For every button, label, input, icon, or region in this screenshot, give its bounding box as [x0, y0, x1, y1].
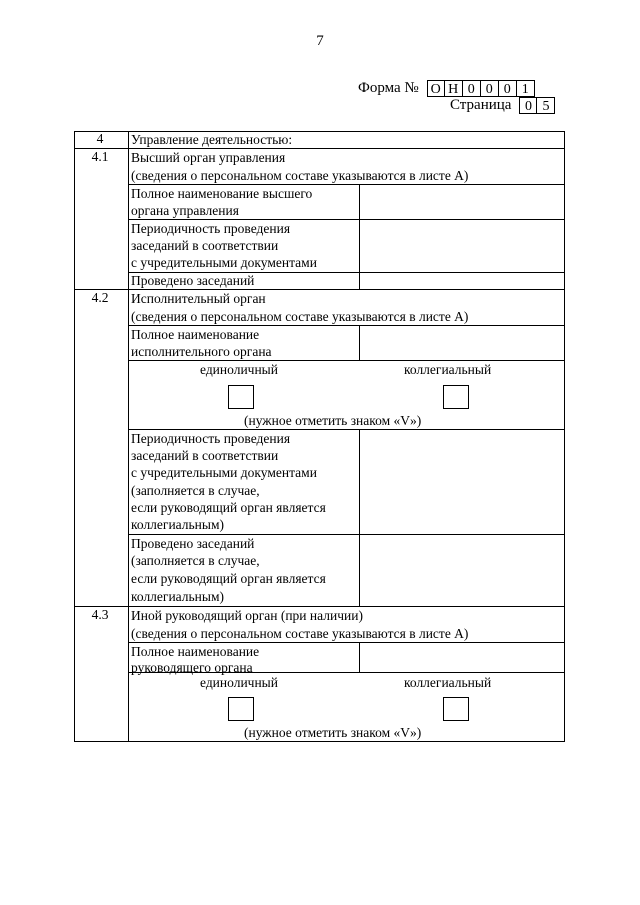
- page-number: 7: [316, 33, 324, 49]
- field-label: коллегиальным): [131, 517, 225, 532]
- form-label: Форма №: [358, 79, 419, 96]
- collegial-option-label: коллегиальный: [404, 675, 492, 690]
- section-note: (сведения о персональном составе указываются в листе А): [131, 168, 469, 183]
- form-code-cell: 1: [517, 80, 535, 97]
- sole-checkbox[interactable]: [228, 697, 254, 721]
- form-code-cells: [427, 80, 535, 97]
- collegial-checkbox[interactable]: [443, 385, 469, 409]
- value-divider: [359, 642, 360, 672]
- table-border: [74, 741, 565, 742]
- form-code-cell: О: [427, 80, 445, 97]
- section-note: (сведения о персональном составе указываются в листе А): [131, 626, 469, 641]
- section-number: 4.3: [91, 607, 109, 622]
- form-number-row: [358, 79, 535, 97]
- section-number: 4: [96, 131, 104, 146]
- field-label: (заполняется в случае,: [131, 483, 260, 498]
- field-label: руководящего органа: [131, 660, 253, 675]
- field-label: Периодичность проведения: [131, 221, 291, 236]
- field-label: если руководящий орган является: [131, 500, 326, 515]
- page-code-row: [450, 96, 555, 114]
- form-code-cell: 0: [463, 80, 481, 97]
- collegial-checkbox[interactable]: [443, 697, 469, 721]
- value-divider: [359, 429, 360, 606]
- field-label: Периодичность проведения: [131, 431, 291, 446]
- field-label: заседаний в соответствии: [131, 238, 279, 253]
- field-label: Проведено заседаний: [131, 273, 255, 288]
- form-code-cell: 0: [481, 80, 499, 97]
- page-code-cells: [519, 97, 555, 114]
- page-code-cell: 0: [519, 97, 537, 114]
- section-title: Управление деятельностью:: [131, 132, 293, 147]
- form-code-cell: Н: [445, 80, 463, 97]
- sole-option-label: единоличный: [200, 675, 278, 690]
- field-label: Полное наименование: [131, 327, 260, 342]
- form-code-cell: 0: [499, 80, 517, 97]
- row-divider: [128, 360, 565, 361]
- column-divider: [128, 131, 129, 742]
- page-label: Страница: [450, 96, 512, 113]
- value-divider: [359, 184, 360, 289]
- field-label: если руководящий орган является: [131, 571, 326, 586]
- field-label: коллегиальным): [131, 589, 225, 604]
- collegial-option-label: коллегиальный: [404, 362, 492, 377]
- value-divider: [359, 325, 360, 360]
- field-label: Проведено заседаний: [131, 536, 255, 551]
- section-number: 4.1: [91, 149, 109, 164]
- table-border: [564, 131, 565, 742]
- page-code-cell: 5: [537, 97, 555, 114]
- field-label: органа управления: [131, 203, 239, 218]
- field-label: (заполняется в случае,: [131, 553, 260, 568]
- management-table: [74, 131, 565, 742]
- field-label: с учредительными документами: [131, 255, 317, 270]
- section-note: (сведения о персональном составе указываются в листе А): [131, 309, 469, 324]
- field-label: заседаний в соответствии: [131, 448, 279, 463]
- table-border: [74, 131, 75, 742]
- field-label: Полное наименование: [131, 644, 260, 659]
- field-label: исполнительного органа: [131, 344, 272, 359]
- field-label: с учредительными документами: [131, 465, 317, 480]
- field-label: Полное наименование высшего: [131, 186, 313, 201]
- sole-checkbox[interactable]: [228, 385, 254, 409]
- mark-note: (нужное отметить знаком «V»): [244, 413, 422, 428]
- sole-option-label: единоличный: [200, 362, 278, 377]
- mark-note: (нужное отметить знаком «V»): [244, 725, 422, 740]
- section-number: 4.2: [91, 290, 109, 305]
- section-title: Иной руководящий орган (при наличии): [131, 608, 363, 623]
- section-title: Высший орган управления: [131, 150, 286, 165]
- section-title: Исполнительный орган: [131, 291, 266, 306]
